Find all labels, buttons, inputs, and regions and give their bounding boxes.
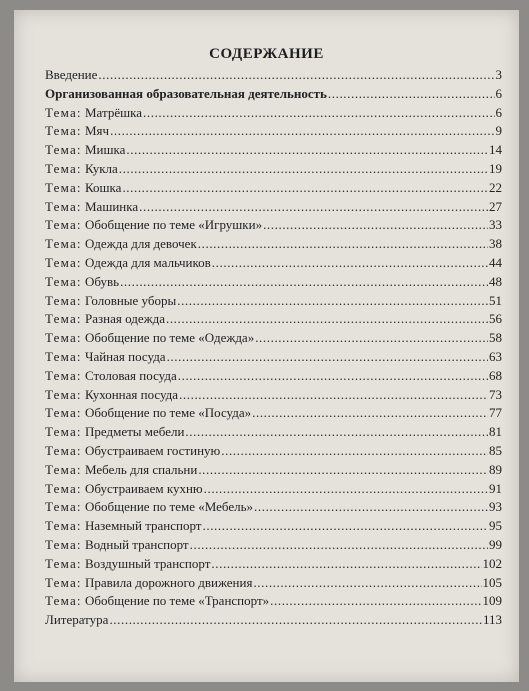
toc-entry-title: Головные уборы: [85, 292, 177, 308]
toc-entry-label: [45, 329, 254, 348]
toc-entry-page-number: 73: [489, 386, 502, 402]
toc-entry: [45, 179, 502, 198]
toc-entry: [45, 517, 502, 536]
dot-leader: [204, 480, 488, 499]
toc-entry: [45, 536, 502, 555]
toc-entry-page-number: 6: [495, 85, 502, 101]
toc-entry-page-number: 58: [489, 330, 502, 346]
toc-entry-label: [45, 404, 251, 423]
toc-entry-title: Кухонная посуда: [85, 386, 179, 402]
toc-entry-page-number: 93: [489, 499, 502, 515]
toc-entry: [45, 480, 502, 499]
toc-entry-label: [45, 235, 197, 254]
dot-leader: [179, 386, 488, 405]
dot-leader: [255, 329, 488, 348]
toc-entry: [45, 198, 502, 217]
toc-entry-title: Обобщение по теме «Одежда»: [85, 330, 255, 346]
toc-entry-page-number: 38: [489, 236, 502, 252]
toc-entry-label: [45, 423, 184, 442]
toc-entry-page-number: 85: [489, 442, 502, 458]
toc-entry: [45, 574, 502, 593]
theme-prefix: Тема:: [45, 367, 82, 383]
toc-entry-page-number: 44: [489, 254, 502, 270]
toc-entry-label: [45, 310, 165, 329]
toc-entry: [45, 404, 502, 423]
toc-entry-label: [45, 66, 97, 85]
toc-entry-page-number: 91: [489, 480, 502, 496]
toc-entry-title: Разная одежда: [85, 311, 165, 327]
dot-leader: [119, 160, 488, 179]
toc-entry: [45, 66, 502, 85]
toc-entry-title: Правила дорожного движения: [85, 574, 253, 590]
theme-prefix: Тема:: [45, 424, 82, 440]
toc-entry: [45, 254, 502, 273]
toc-entry-page-number: 105: [482, 574, 502, 590]
theme-prefix: Тема:: [45, 499, 82, 515]
dot-leader: [139, 198, 488, 217]
theme-prefix: Тема:: [45, 518, 82, 534]
toc-entry: [45, 273, 502, 292]
theme-prefix: Тема:: [45, 555, 82, 571]
theme-prefix: Тема:: [45, 142, 82, 158]
toc-entry-title: Обобщение по теме «Мебель»: [85, 499, 254, 515]
toc-entry-title: Обувь: [85, 273, 120, 289]
toc-entry-label: [45, 216, 262, 235]
toc-entry-page-number: 9: [495, 123, 502, 139]
toc-entry-page-number: 19: [489, 160, 502, 176]
dot-leader: [270, 592, 481, 611]
theme-prefix: Тема:: [45, 236, 82, 252]
dot-leader: [143, 104, 494, 123]
toc-entry-title: Одежда для мальчиков: [85, 254, 211, 270]
toc-entry: [45, 310, 502, 329]
toc-entry-label: [45, 122, 109, 141]
toc-entry: [45, 555, 502, 574]
toc-entry: [45, 498, 502, 517]
dot-leader: [198, 461, 488, 480]
toc-entry: [45, 85, 502, 104]
theme-prefix: Тема:: [45, 160, 82, 176]
theme-prefix: Тема:: [45, 405, 82, 421]
theme-prefix: Тема:: [45, 311, 82, 327]
dot-leader: [185, 423, 488, 442]
theme-prefix: Тема:: [45, 292, 82, 308]
toc-entry-label: [45, 442, 220, 461]
toc-entry-label: [45, 179, 121, 198]
toc-entry-page-number: 102: [482, 555, 502, 571]
toc-entry-label: [45, 273, 119, 292]
dot-leader: [167, 348, 488, 367]
dot-leader: [203, 517, 489, 536]
theme-prefix: Тема:: [45, 461, 82, 477]
theme-prefix: Тема:: [45, 179, 82, 195]
toc-entry-title: Литература: [45, 612, 109, 628]
toc-entry-label: [45, 254, 211, 273]
toc-entry: [45, 235, 502, 254]
toc-entry: [45, 122, 502, 141]
dot-leader: [211, 555, 481, 574]
dot-leader: [177, 292, 488, 311]
theme-prefix: Тема:: [45, 104, 82, 120]
toc-entry: [45, 160, 502, 179]
theme-prefix: Тема:: [45, 217, 82, 233]
toc-entry: [45, 292, 502, 311]
toc-entry-label: [45, 536, 189, 555]
toc-entry-label: [45, 461, 197, 480]
dot-leader: [109, 611, 482, 630]
toc-entry-page-number: 77: [489, 405, 502, 421]
dot-leader: [198, 235, 488, 254]
toc-entry-title: Одежда для девочек: [85, 236, 197, 252]
toc-entry-page-number: 109: [482, 593, 502, 609]
dot-leader: [253, 574, 481, 593]
toc-entry-page-number: 89: [489, 461, 502, 477]
dot-leader: [126, 141, 488, 160]
dot-leader: [98, 66, 494, 85]
toc-entry-title: Наземный транспорт: [85, 518, 202, 534]
toc-entry-page-number: 22: [489, 179, 502, 195]
toc-entry-label: [45, 498, 253, 517]
toc-entry: [45, 216, 502, 235]
toc-entry-title: Обобщение по теме «Посуда»: [85, 405, 252, 421]
toc-entry-title: Мебель для спальни: [85, 461, 198, 477]
theme-prefix: Тема:: [45, 330, 82, 346]
dot-leader: [190, 536, 488, 555]
theme-prefix: Тема:: [45, 536, 82, 552]
toc-entry-title: Введение: [45, 67, 98, 82]
toc-entry-page-number: 27: [489, 198, 502, 214]
toc-entry-label: [45, 367, 177, 386]
toc-entry-page-number: 95: [489, 518, 502, 534]
toc-entry-title: Обустраиваем гостиную: [85, 442, 221, 458]
toc-entry: [45, 329, 502, 348]
page-title: СОДЕРЖАНИЕ: [209, 46, 324, 62]
toc-entry: [45, 592, 502, 611]
dot-leader: [120, 273, 488, 292]
dot-leader: [212, 254, 488, 273]
dot-leader: [254, 498, 488, 517]
theme-prefix: Тема:: [45, 480, 82, 496]
theme-prefix: Тема:: [45, 348, 82, 364]
toc-entry-title: Обобщение по теме «Транспорт»: [85, 593, 270, 609]
toc-entry-page-number: 14: [489, 142, 502, 158]
dot-leader: [328, 85, 495, 104]
dot-leader: [178, 367, 488, 386]
dot-leader: [221, 442, 488, 461]
toc-entry-page-number: 68: [489, 367, 502, 383]
theme-prefix: Тема:: [45, 386, 82, 402]
toc-entry-title: Мишка: [85, 142, 126, 158]
toc-entry-label: [45, 292, 176, 311]
theme-prefix: Тема:: [45, 593, 82, 609]
toc-entry-title: Предметы мебели: [85, 424, 185, 440]
toc-entry: [45, 611, 502, 630]
table-of-contents: [45, 66, 502, 630]
toc-entry-title: Машинка: [85, 198, 139, 214]
toc-entry-label: [45, 386, 178, 405]
toc-entry-page-number: 33: [489, 217, 502, 233]
dot-leader: [166, 310, 488, 329]
toc-entry-page-number: 3: [495, 67, 502, 82]
toc-entry-title: Организованная образовательная деятельность: [45, 85, 327, 101]
toc-entry-page-number: 81: [489, 424, 502, 440]
toc-entry-title: Обобщение по теме «Игрушки»: [85, 217, 263, 233]
toc-entry-title: Мяч: [85, 123, 110, 139]
toc-entry-title: Кукла: [85, 160, 118, 176]
toc-entry-label: [45, 517, 202, 536]
toc-entry-page-number: 56: [489, 311, 502, 327]
toc-entry-label: [45, 611, 108, 630]
toc-entry-page-number: 113: [482, 612, 502, 628]
theme-prefix: Тема:: [45, 254, 82, 270]
toc-entry-title: Водный транспорт: [85, 536, 189, 552]
dot-leader: [110, 122, 494, 141]
toc-entry-title: Чайная посуда: [85, 348, 166, 364]
toc-entry-title: Столовая посуда: [85, 367, 177, 383]
theme-prefix: Тема:: [45, 123, 82, 139]
toc-entry: [45, 104, 502, 123]
toc-entry-page-number: 51: [489, 292, 502, 308]
toc-entry-label: [45, 574, 252, 593]
toc-entry-label: [45, 348, 166, 367]
toc-entry: [45, 442, 502, 461]
book-page: [14, 10, 519, 682]
toc-entry-title: Воздушный транспорт: [85, 555, 211, 571]
toc-entry-page-number: 99: [489, 536, 502, 552]
theme-prefix: Тема:: [45, 198, 82, 214]
toc-entry-page-number: 48: [489, 273, 502, 289]
toc-entry: [45, 367, 502, 386]
toc-entry-label: [45, 104, 142, 123]
toc-entry-label: [45, 85, 327, 104]
toc-entry: [45, 461, 502, 480]
theme-prefix: Тема:: [45, 273, 82, 289]
toc-entry: [45, 423, 502, 442]
toc-entry-label: [45, 592, 269, 611]
toc-entry-page-number: 6: [495, 104, 502, 120]
toc-entry: [45, 386, 502, 405]
toc-entry-title: Матрёшка: [85, 104, 143, 120]
dot-leader: [122, 179, 488, 198]
toc-entry: [45, 141, 502, 160]
dot-leader: [252, 404, 488, 423]
theme-prefix: Тема:: [45, 574, 82, 590]
toc-entry-label: [45, 198, 138, 217]
toc-entry: [45, 348, 502, 367]
toc-entry-title: Обустраиваем кухню: [85, 480, 203, 496]
toc-entry-label: [45, 160, 118, 179]
theme-prefix: Тема:: [45, 442, 82, 458]
dot-leader: [263, 216, 488, 235]
toc-entry-title: Кошка: [85, 179, 122, 195]
toc-entry-label: [45, 141, 125, 160]
toc-entry-label: [45, 480, 203, 499]
toc-entry-page-number: 63: [489, 348, 502, 364]
toc-entry-label: [45, 555, 210, 574]
